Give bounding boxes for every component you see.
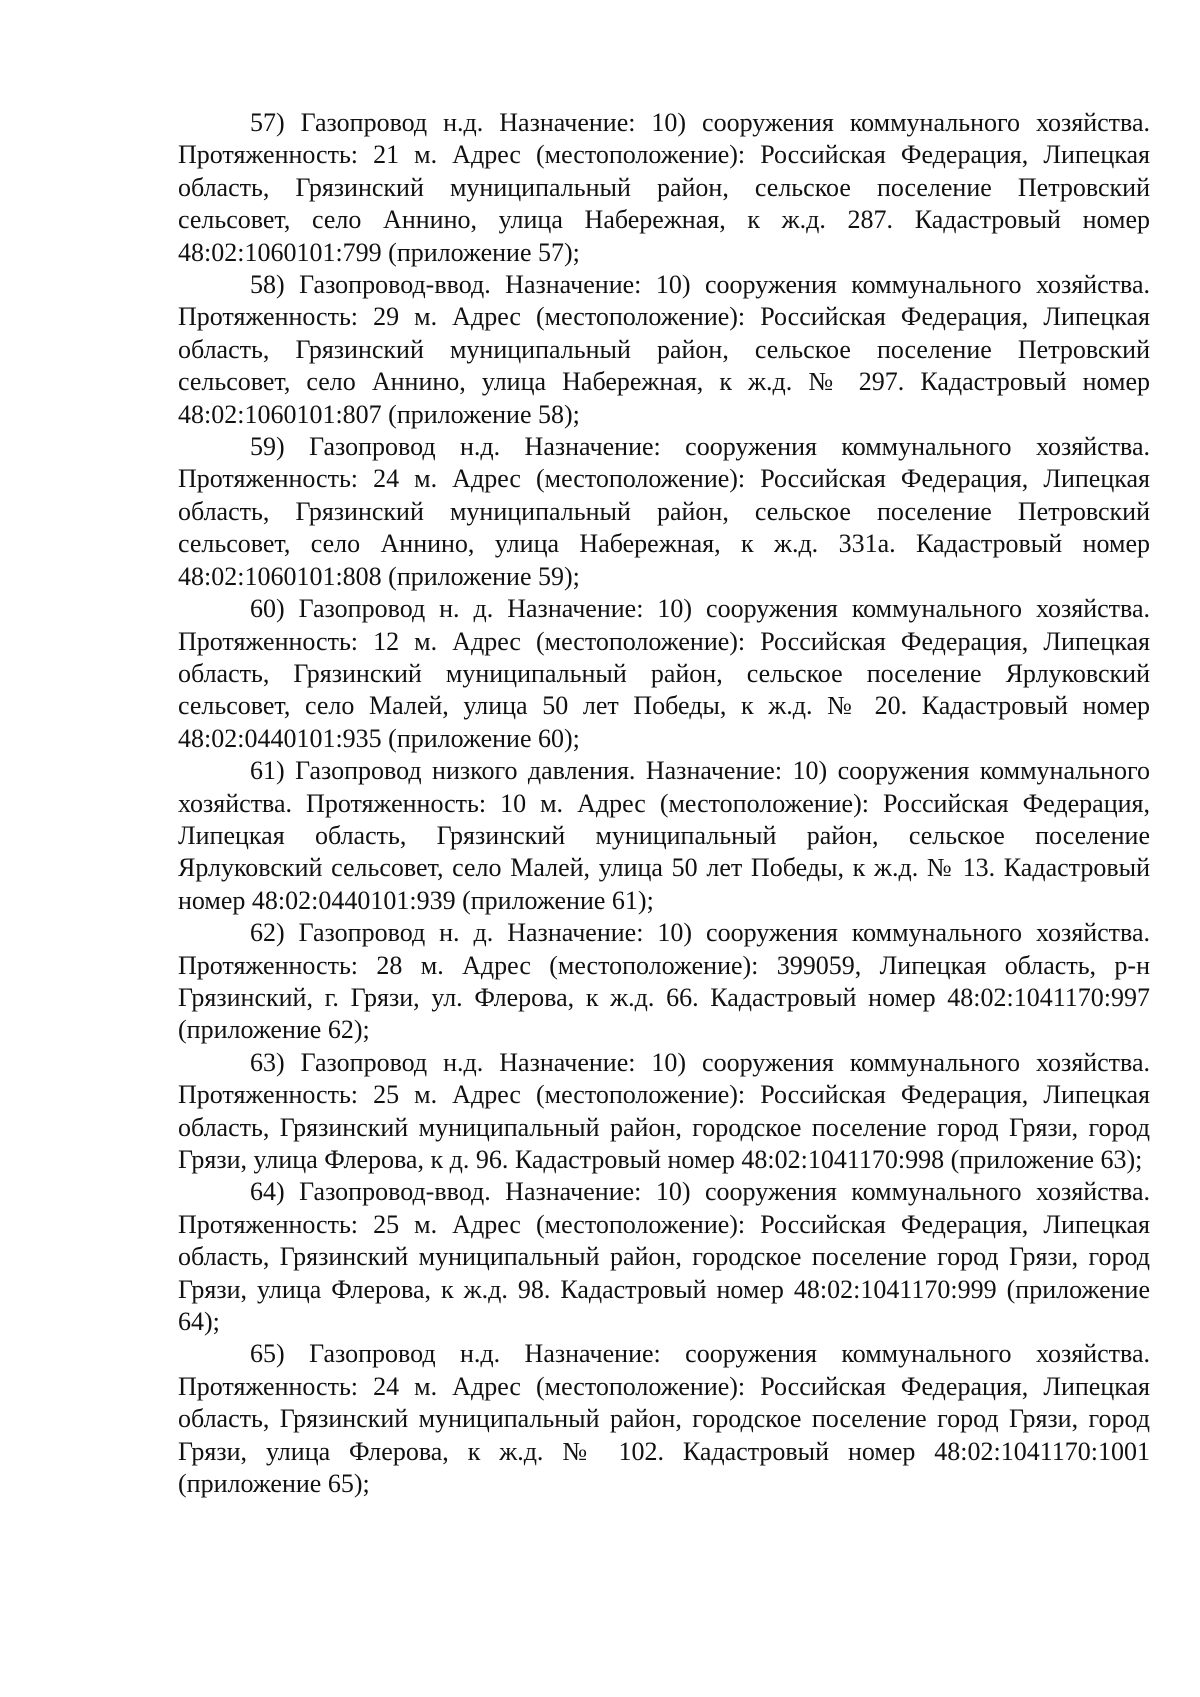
paragraph-item-61: 61) Газопровод низкого давления. Назначение: 10) сооружения коммунального хозяйства. Протяженность: 10 м. Адрес (местоположение): Российская Федерация, Липецкая область, Грязинский муниципальный район, сельское поселение Ярлуковский сельсовет, село Малей, улица 50 лет Победы, к ж.д. № 13. Кадастровый номер 48:02:0440101:939 (приложение 61); (178, 756, 1150, 915)
paragraph-item-62: 62) Газопровод н. д. Назначение: 10) сооружения коммунального хозяйства. Протяженность: 28 м. Адрес (местоположение): 399059, Липецкая область, р-н Грязинский, г. Грязи, ул. Флерова, к ж.д. 66. Кадастровый номер 48:02:1041170:997 (приложение 62); (178, 918, 1150, 1045)
paragraph-item-60: 60) Газопровод н. д. Назначение: 10) сооружения коммунального хозяйства. Протяженность: 12 м. Адрес (местоположение): Российская Федерация, Липецкая область, Грязинский муниципальный район, сельское поселение Ярлуковский сельсовет, село Малей, улица 50 лет Победы, к ж.д. № 20. Кадастровый номер 48:02:0440101:935 (приложение 60); (178, 594, 1150, 753)
paragraph-item-65: 65) Газопровод н.д. Назначение: сооружения коммунального хозяйства. Протяженность: 24 м. Адрес (местоположение): Российская Федерация, Липецкая область, Грязинский муниципальный район, городское поселение город Грязи, город Грязи, улица Флерова, к ж.д. № 102. Кадастровый номер 48:02:1041170:1001 (приложение 65); (178, 1339, 1150, 1499)
paragraph-item-64: 64) Газопровод-ввод. Назначение: 10) сооружения коммунального хозяйства. Протяженность: 25 м. Адрес (местоположение): Российская Федерация, Липецкая область, Грязинский муниципальный район, городское поселение город Грязи, город Грязи, улица Флерова, к ж.д. 98. Кадастровый номер 48:02:1041170:999 (приложение 64); (178, 1177, 1150, 1337)
document-page (178, 107, 1150, 1500)
paragraph-item-63: 63) Газопровод н.д. Назначение: 10) сооружения коммунального хозяйства. Протяженность: 25 м. Адрес (местоположение): Российская Федерация, Липецкая область, Грязинский муниципальный район, городское поселение город Грязи, город Грязи, улица Флерова, к д. 96. Кадастровый номер 48:02:1041170:998 (приложение 63); (178, 1047, 1150, 1174)
paragraph-item-58: 58) Газопровод-ввод. Назначение: 10) сооружения коммунального хозяйства. Протяженность: 29 м. Адрес (местоположение): Российская Федерация, Липецкая область, Грязинский муниципальный район, сельское поселение Петровский сельсовет, село Аннино, улица Набережная, к ж.д. № 297. Кадастровый номер 48:02:1060101:807 (приложение 58); (178, 270, 1150, 429)
paragraph-item-57: 57) Газопровод н.д. Назначение: 10) сооружения коммунального хозяйства. Протяженность: 21 м. Адрес (местоположение): Российская Федерация, Липецкая область, Грязинский муниципальный район, сельское поселение Петровский сельсовет, село Аннино, улица Набережная, к ж.д. 287. Кадастровый номер 48:02:1060101:799 (приложение 57); (178, 108, 1150, 267)
paragraph-item-59: 59) Газопровод н.д. Назначение: сооружения коммунального хозяйства. Протяженность: 24 м. Адрес (местоположение): Российская Федерация, Липецкая область, Грязинский муниципальный район, сельское поселение Петровский сельсовет, село Аннино, улица Набережная, к ж.д. 331а. Кадастровый номер 48:02:1060101:808 (приложение 59); (178, 432, 1150, 591)
